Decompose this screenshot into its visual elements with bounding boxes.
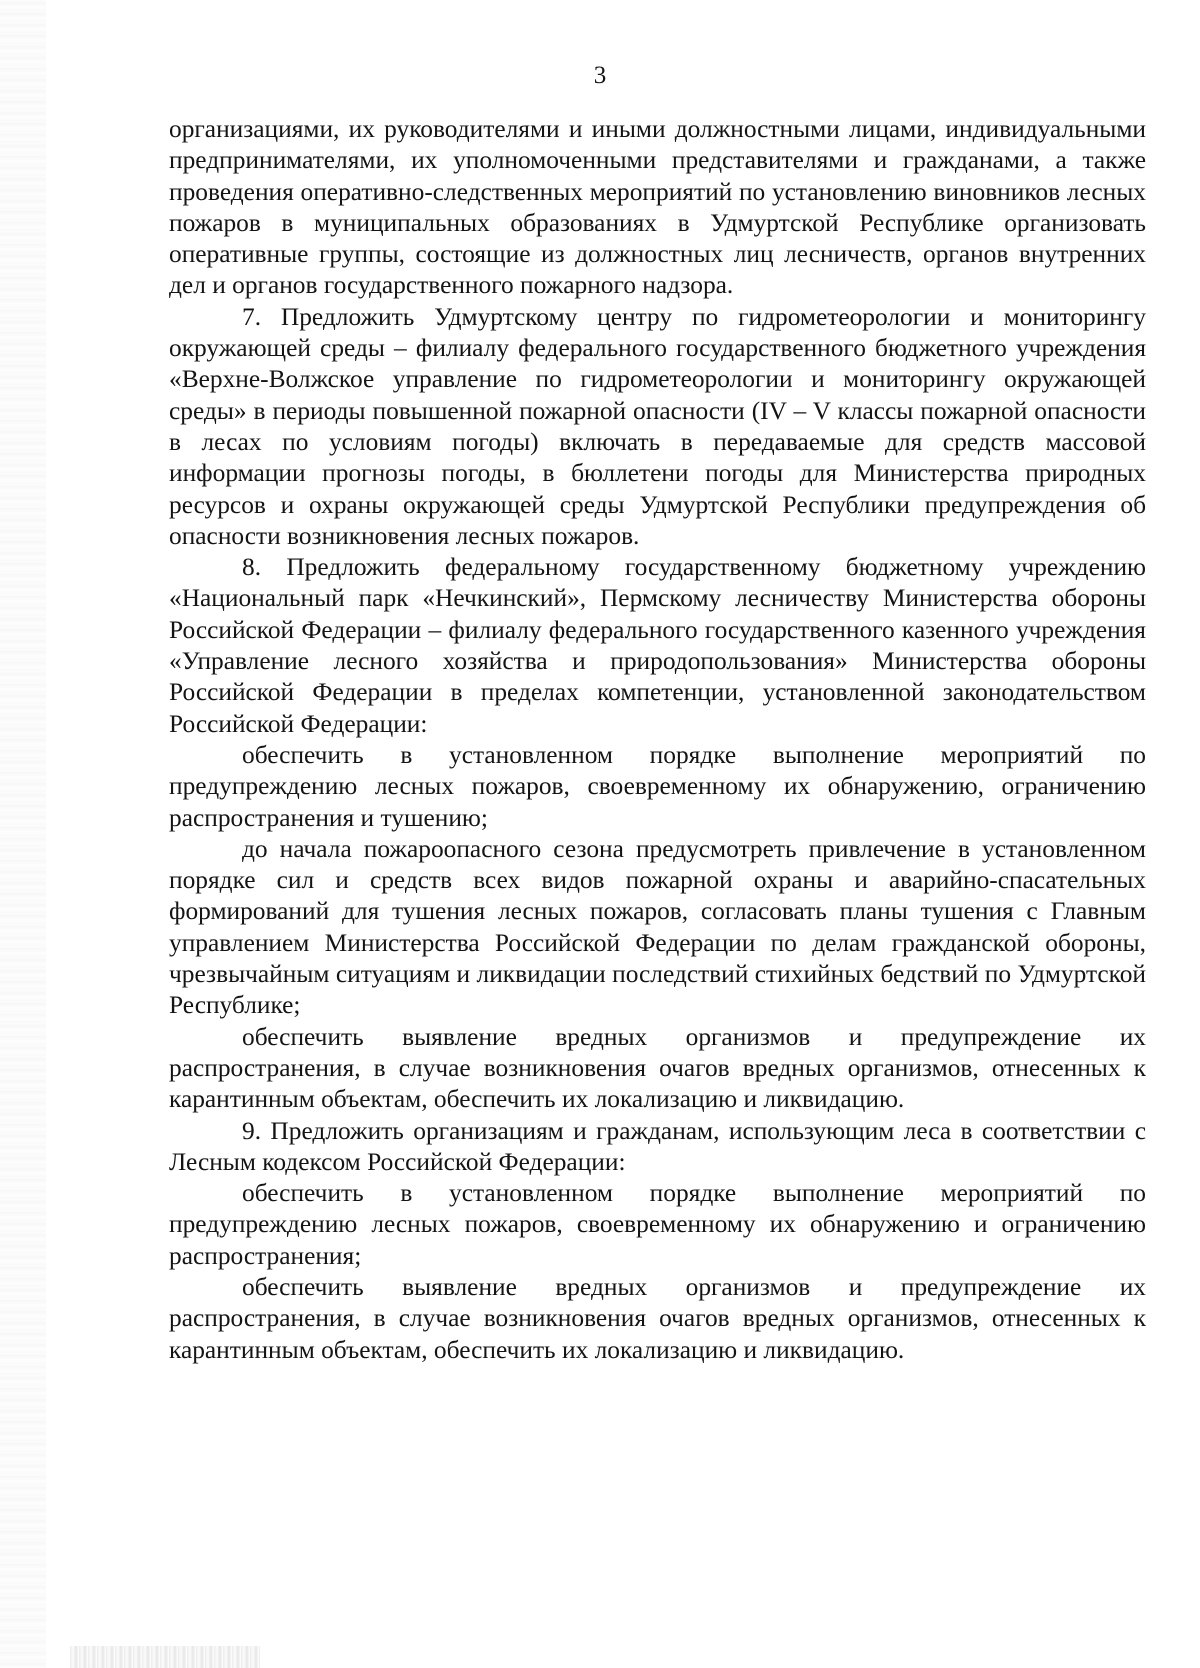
document-body <box>169 114 1146 1366</box>
paragraph-item-9-clause-2: обеспечить выявление вредных организмов и предупреждение их распространения, в случае возникновения очагов вредных организмов, отнесенных к карантинным объектам, обеспечить их локализацию и ликвидацию. <box>169 1272 1146 1364</box>
paragraph-item-9: 9. Предложить организациям и гражданам, использующим леса в соответствии с Лесным кодексом Российской Федерации: <box>169 1116 1146 1176</box>
paragraph-continuation: организациями, их руководителями и иными должностными лицами, индивидуальными предпринимателями, их уполномоченными представителями и гражданами, а также проведения оперативно-следственных мероприятий по установлению виновников лесных пожаров в муниципальных образованиях в Удмуртской Республике организовать оперативные группы, состоящие из должностных лиц лесничеств, органов внутренних дел и органов государственного пожарного надзора. <box>169 115 1146 300</box>
paragraph-item-9-clause-1: обеспечить в установленном порядке выполнение мероприятий по предупреждению лесных пожаров, своевременному их обнаружению и ограничению распространения; <box>169 1179 1146 1270</box>
paragraph-item-8: 8. Предложить федеральному государственному бюджетному учреждению «Национальный парк «Нечкинский», Пермскому лесничеству Министерства обороны Российской Федерации – филиалу федерального государственного казенного учреждения «Управление лесного хозяйства и природопользования» Министерства обороны Российской Федерации в пределах компетенции, установленной законодательством Российской Федерации: <box>169 553 1146 738</box>
scan-margin-noise <box>0 0 46 1668</box>
scan-bottom-noise <box>70 1646 260 1668</box>
paragraph-item-7: 7. Предложить Удмуртскому центру по гидрометеорологии и мониторингу окружающей среды – филиалу федерального государственного бюджетного учреждения «Верхне-Волжское управление по гидрометеорологии и мониторингу окружающей среды» в периоды повышенной пожарной опасности (IV – V классы пожарной опасности в лесах по условиям погоды) включать в передаваемые для средств массовой информации прогнозы погоды, в бюллетени погоды для Министерства природных ресурсов и охраны окружающей среды Удмуртской Республики предупреждения об опасности возникновения лесных пожаров. <box>169 302 1146 550</box>
paragraph-item-8-clause-2: до начала пожароопасного сезона предусмотреть привлечение в установленном порядке сил и средств всех видов пожарной охраны и аварийно-спасательных формирований для тушения лесных пожаров, согласовать планы тушения с Главным управлением Министерства Российской Федерации по делам гражданской обороны, чрезвычайным ситуациям и ликвидации последствий стихийных бедствий по Удмуртской Республике; <box>169 834 1146 1020</box>
paragraph-item-8-clause-3: обеспечить выявление вредных организмов и предупреждение их распространения, в случае возникновения очагов вредных организмов, отнесенных к карантинным объектам, обеспечить их локализацию и ликвидацию. <box>169 1022 1146 1114</box>
page-number: 3 <box>593 62 607 89</box>
paragraph-item-8-clause-1: обеспечить в установленном порядке выполнение мероприятий по предупреждению лесных пожаров, своевременному их обнаружению, ограничению распространения и тушению; <box>169 740 1146 832</box>
